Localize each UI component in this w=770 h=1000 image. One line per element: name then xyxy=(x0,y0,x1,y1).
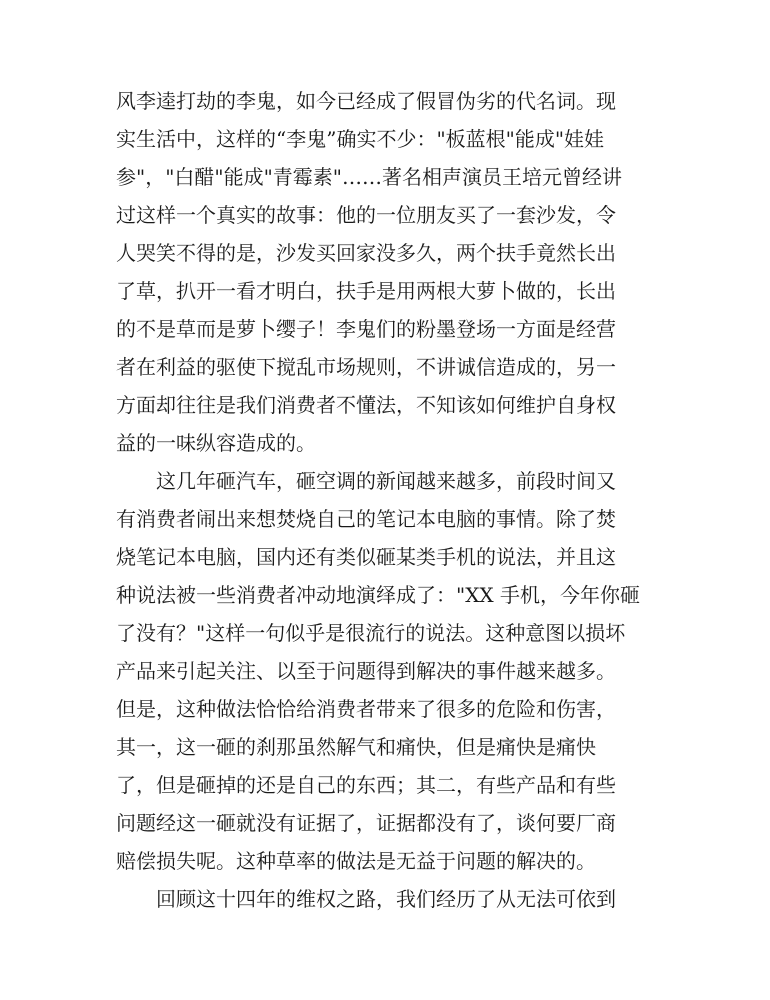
text-line: 者在利益的驱使下搅乱市场规则，不讲诚信造成的，另一 xyxy=(116,355,616,379)
text-line: 过这样一个真实的故事：他的一位朋友买了一套沙发，令 xyxy=(116,203,616,227)
text-line: 烧笔记本电脑，国内还有类似砸某类手机的说法，并且这 xyxy=(116,545,616,569)
text-line: 回顾这十四年的维权之路，我们经历了从无法可依到 xyxy=(116,887,616,911)
text-line: 了，但是砸掉的还是自己的东西；其二，有些产品和有些 xyxy=(116,773,616,797)
text-line: 参"，"白醋"能成"青霉素"……著名相声演员王培元曾经讲 xyxy=(116,165,622,189)
text-line: 赔偿损失呢。这种草率的做法是无益于问题的解决的。 xyxy=(116,849,596,873)
text-line: 的不是草而是萝卜缨子！李鬼们的粉墨登场一方面是经营 xyxy=(116,317,616,341)
text-line: 种说法被一些消费者冲动地演绎成了："XX 手机，今年你砸 xyxy=(116,583,641,607)
text-line: 益的一味纵容造成的。 xyxy=(116,431,316,455)
text-line: 方面却往往是我们消费者不懂法，不知该如何维护自身权 xyxy=(116,393,616,417)
text-line: 有消费者闹出来想焚烧自己的笔记本电脑的事情。除了焚 xyxy=(116,507,616,531)
text-line: 问题经这一砸就没有证据了，证据都没有了，谈何要厂商 xyxy=(116,811,616,835)
text-line: 产品来引起关注、以至于问题得到解决的事件越来越多。 xyxy=(116,659,616,683)
text-line: 其一，这一砸的刹那虽然解气和痛快，但是痛快是痛快 xyxy=(116,735,596,759)
text-line: 了草，扒开一看才明白，扶手是用两根大萝卜做的，长出 xyxy=(116,279,616,303)
text-line: 风李逵打劫的李鬼，如今已经成了假冒伪劣的代名词。现 xyxy=(116,89,616,113)
text-line: 但是，这种做法恰恰给消费者带来了很多的危险和伤害， xyxy=(116,697,616,721)
text-line: 这几年砸汽车，砸空调的新闻越来越多，前段时间又 xyxy=(116,469,616,493)
text-line: 人哭笑不得的是，沙发买回家没多久，两个扶手竟然长出 xyxy=(116,241,616,265)
text-line: 实生活中，这样的“李鬼”确实不少："板蓝根"能成"娃娃 xyxy=(116,127,605,151)
text-line: 了没有？"这样一句似乎是很流行的说法。这种意图以损坏 xyxy=(116,621,626,645)
